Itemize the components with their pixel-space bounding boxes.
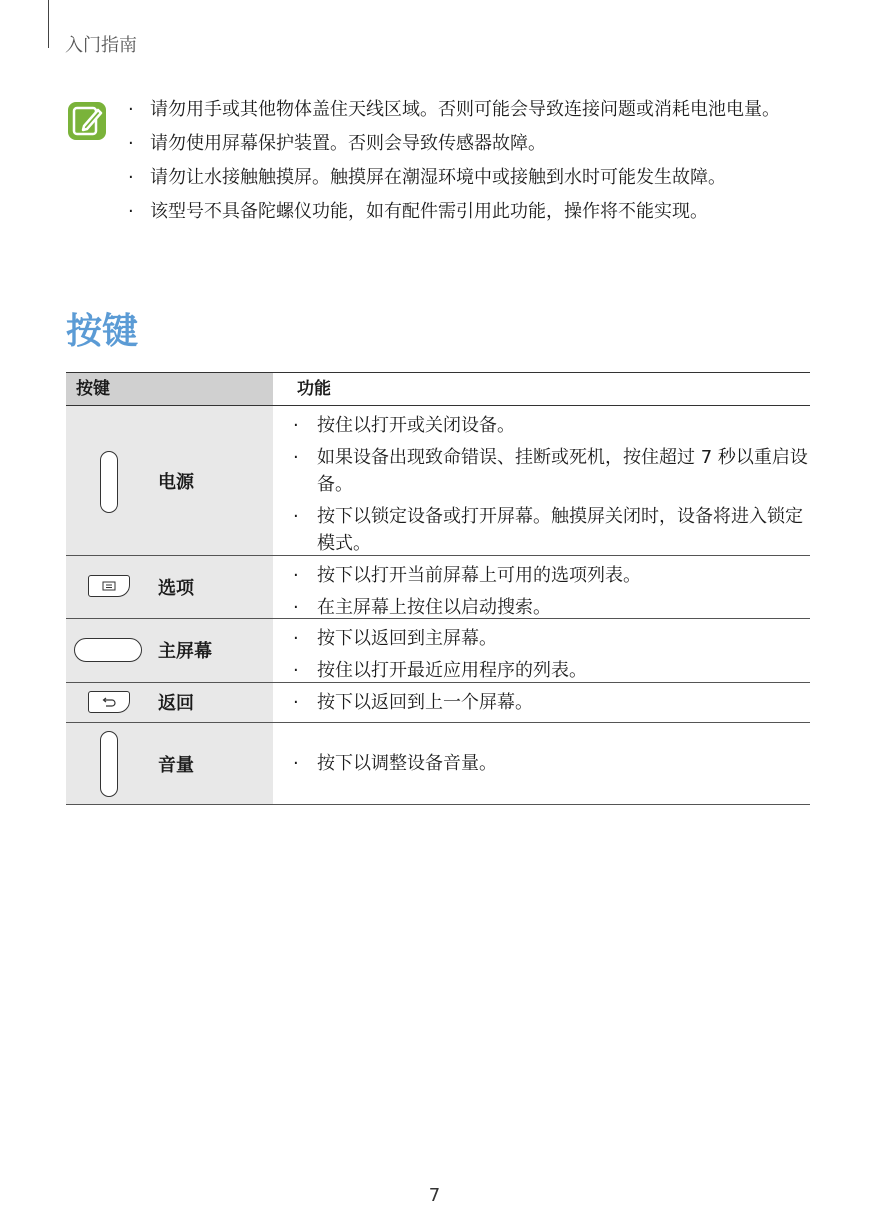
function-cell [273,619,810,682]
volume-key-icon [100,731,118,797]
function-item: · 按下以锁定设备或打开屏幕。触摸屏关闭时，设备将进入锁定模式。 [289,503,810,557]
table-row-back [66,683,810,723]
key-cell [66,723,273,804]
key-name-volume: 音量 [158,755,194,776]
note-list [126,96,806,232]
note-item: · 请勿使用屏幕保护装置。否则会导致传感器故障。 [126,130,806,157]
table-row-home [66,619,810,683]
function-item: · 按下以调整设备音量。 [289,750,810,777]
function-item: · 如果设备出现致命错误、挂断或死机，按住超过 7 秒以重启设备。 [289,444,810,498]
note-item: · 该型号不具备陀螺仪功能，如有配件需引用此功能，操作将不能实现。 [126,198,806,225]
home-key-icon [74,638,142,662]
options-key-icon [88,575,130,597]
power-key-icon [100,451,118,513]
section-title: 按键 [66,311,139,352]
key-cell [66,619,273,682]
function-cell [273,683,810,722]
function-cell [273,406,810,555]
chapter-header: 入门指南 [65,35,137,56]
function-item: · 按下以打开当前屏幕上可用的选项列表。 [289,562,810,589]
key-cell [66,683,273,722]
page-number: 7 [428,1185,441,1206]
keys-table [66,372,810,805]
header-function: 功能 [297,379,331,399]
key-name-power: 电源 [158,472,194,493]
note-pencil-icon [68,102,106,140]
function-item: · 在主屏幕上按住以启动搜索。 [289,594,810,621]
function-item: · 按住以打开或关闭设备。 [289,412,810,439]
note-item: · 请勿让水接触触摸屏。触摸屏在潮湿环境中或接触到水时可能发生故障。 [126,164,806,191]
function-item: · 按住以打开最近应用程序的列表。 [289,657,810,684]
table-row-volume [66,723,810,805]
function-cell [273,723,810,804]
key-name-back: 返回 [158,693,194,714]
key-cell [66,556,273,618]
back-key-icon [88,691,130,713]
header-key: 按键 [66,373,273,405]
function-cell [273,556,810,618]
key-name-options: 选项 [158,578,194,599]
function-item: · 按下以返回到上一个屏幕。 [289,689,810,716]
key-name-home: 主屏幕 [158,641,212,662]
table-header [66,372,810,406]
table-row-power [66,406,810,556]
note-item: · 请勿用手或其他物体盖住天线区域。否则可能会导致连接问题或消耗电池电量。 [126,96,806,123]
function-item: · 按下以返回到主屏幕。 [289,625,810,652]
table-row-options [66,556,810,619]
corner-line [48,0,49,48]
key-cell [66,406,273,555]
